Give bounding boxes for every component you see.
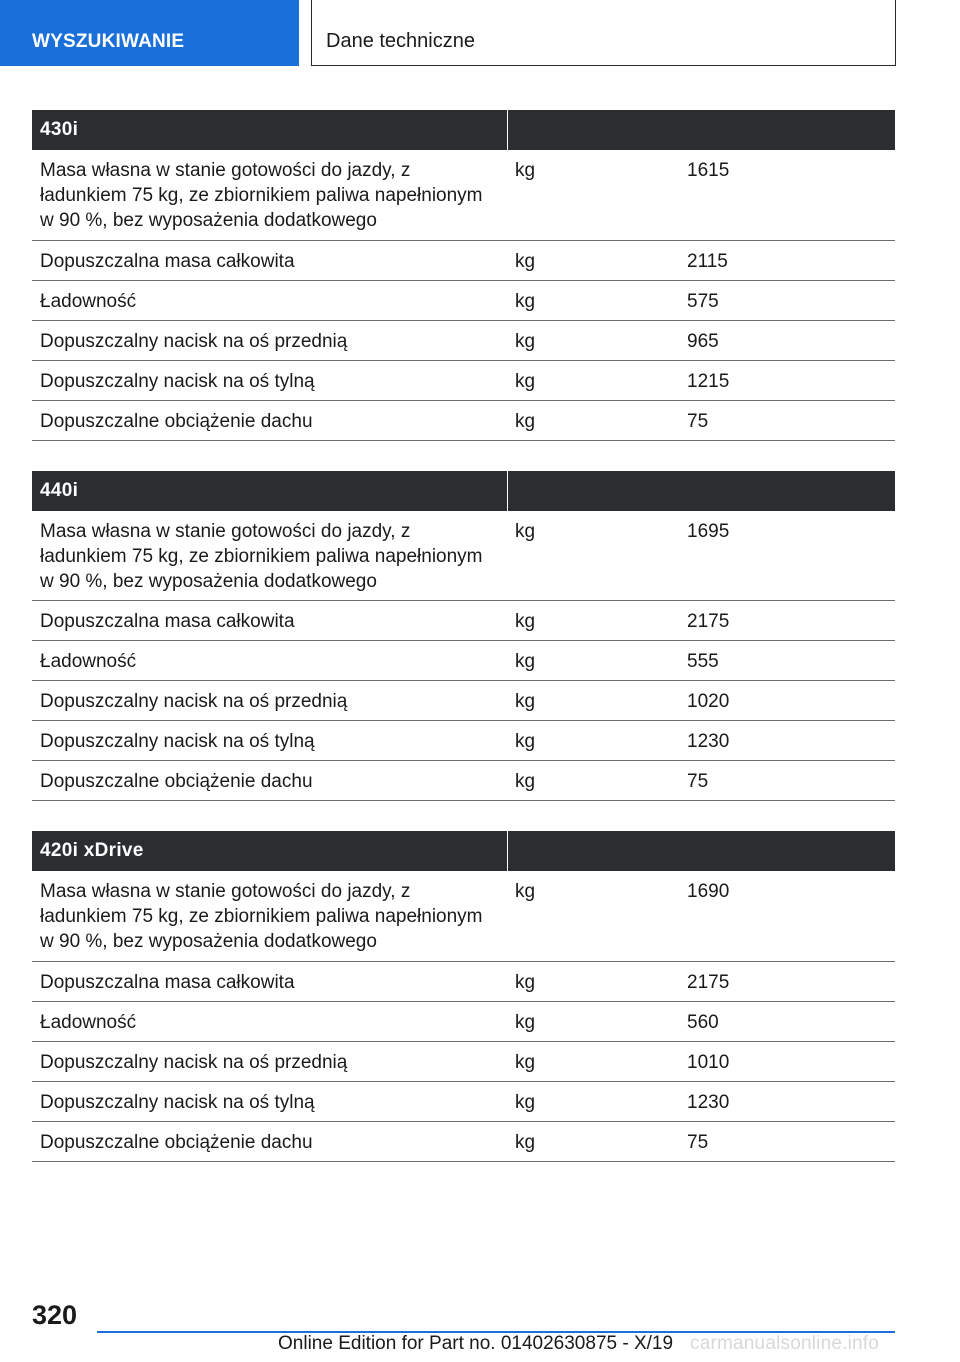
row-value: 2175 [679,601,895,641]
row-label: Dopuszczalny nacisk na oś przednią [32,320,507,360]
row-unit: kg [507,240,679,280]
row-unit: kg [507,1001,679,1041]
row-unit: kg [507,721,679,761]
table-row [32,360,895,400]
page-number: 320 [32,1300,78,1330]
row-value: 75 [679,761,895,801]
table-row [32,1001,895,1041]
row-label: Ładowność [32,1001,507,1041]
row-unit: kg [507,871,679,961]
row-value: 1615 [679,150,895,240]
row-label: Dopuszczalne obciążenie dachu [32,1121,507,1161]
row-unit: kg [507,641,679,681]
table-row [32,400,895,440]
row-label: Dopuszczalna masa całkowita [32,601,507,641]
row-label: Dopuszczalna masa całkowita [32,240,507,280]
row-unit: kg [507,761,679,801]
row-unit: kg [507,320,679,360]
spec-table-440i [32,471,895,802]
row-label: Dopuszczalny nacisk na oś przednią [32,1041,507,1081]
row-label: Ładowność [32,280,507,320]
row-value: 1215 [679,360,895,400]
watermark: carmanualsonline.info [690,1333,880,1354]
row-value: 1010 [679,1041,895,1081]
row-label: Dopuszczalny nacisk na oś tylną [32,360,507,400]
row-value: 575 [679,280,895,320]
table-title: 430i [32,110,507,150]
row-label: Masa własna w stanie gotowości do jazdy, z ładunkiem 75 kg, ze zbiornikiem paliwa napełnionym w 90 %, bez wyposażenia dodatkowego [32,871,507,961]
row-unit: kg [507,961,679,1001]
row-value: 2175 [679,961,895,1001]
table-row [32,240,895,280]
table-title: 420i xDrive [32,831,507,871]
table-title: 440i [32,471,507,511]
section-title: Dane techniczne [311,0,896,66]
row-unit: kg [507,150,679,240]
row-unit: kg [507,511,679,601]
table-row [32,681,895,721]
row-value: 560 [679,1001,895,1041]
row-unit: kg [507,1081,679,1121]
row-unit: kg [507,601,679,641]
table-row [32,641,895,681]
search-button[interactable]: WYSZUKIWANIE [0,0,299,66]
table-row [32,871,895,961]
row-label: Dopuszczalne obciążenie dachu [32,761,507,801]
row-value: 965 [679,320,895,360]
row-value: 1230 [679,721,895,761]
table-row [32,1041,895,1081]
table-row [32,601,895,641]
table-row [32,721,895,761]
row-value: 2115 [679,240,895,280]
table-row [32,511,895,601]
row-value: 1230 [679,1081,895,1121]
edition-link[interactable]: Online Edition for Part no. 01402630875 - X/19 [278,1333,674,1354]
table-row [32,761,895,801]
table-row [32,280,895,320]
row-unit: kg [507,360,679,400]
row-unit: kg [507,1121,679,1161]
row-unit: kg [507,280,679,320]
spec-tables [32,110,895,1192]
table-row [32,1081,895,1121]
row-value: 555 [679,641,895,681]
row-unit: kg [507,1041,679,1081]
row-label: Dopuszczalny nacisk na oś tylną [32,721,507,761]
row-unit: kg [507,681,679,721]
row-label: Masa własna w stanie gotowości do jazdy, z ładunkiem 75 kg, ze zbiornikiem paliwa napełnionym w 90 %, bez wyposażenia dodatkowego [32,150,507,240]
row-label: Dopuszczalny nacisk na oś przednią [32,681,507,721]
row-value: 1695 [679,511,895,601]
table-row [32,320,895,360]
row-label: Dopuszczalna masa całkowita [32,961,507,1001]
row-label: Dopuszczalny nacisk na oś tylną [32,1081,507,1121]
row-value: 1020 [679,681,895,721]
row-unit: kg [507,400,679,440]
row-label: Dopuszczalne obciążenie dachu [32,400,507,440]
row-label: Masa własna w stanie gotowości do jazdy, z ładunkiem 75 kg, ze zbiornikiem paliwa napełnionym w 90 %, bez wyposażenia dodatkowego [32,511,507,601]
table-row [32,961,895,1001]
table-row [32,1121,895,1161]
row-value: 75 [679,1121,895,1161]
spec-table-420i-xdrive [32,831,895,1162]
table-row [32,150,895,240]
spec-table-430i [32,110,895,441]
row-value: 1690 [679,871,895,961]
page-header [0,0,960,66]
row-label: Ładowność [32,641,507,681]
row-value: 75 [679,400,895,440]
